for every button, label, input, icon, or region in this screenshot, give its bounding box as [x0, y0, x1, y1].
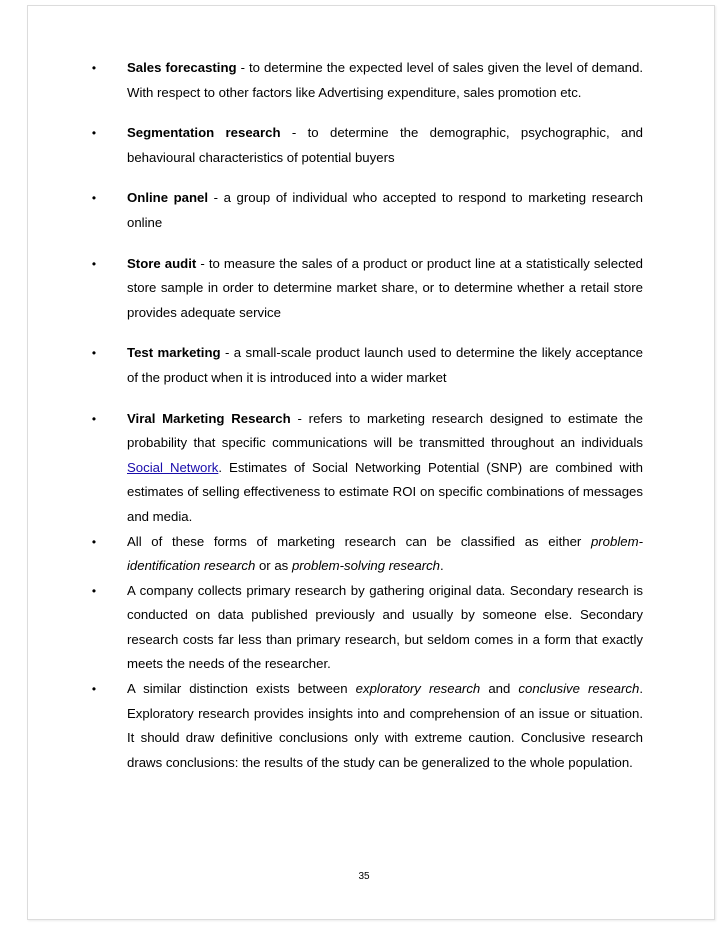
bullet-icon: •: [91, 346, 97, 361]
text: A similar distinction exists between: [127, 681, 356, 697]
bullet-icon: •: [91, 583, 97, 598]
page-content: [87, 56, 643, 775]
bullet-icon: •: [91, 191, 97, 206]
term: Online panel: [127, 190, 209, 206]
list-item-exploratory-conclusive: [87, 677, 643, 775]
definition: - a small-scale product launch used to determine the likely acceptance of the product when it is introduced into a wider market: [127, 345, 643, 385]
page-number: 35: [358, 871, 370, 882]
bullet-icon: •: [91, 411, 97, 426]
italic-term: exploratory research: [355, 681, 481, 697]
italic-term: problem-solving research: [291, 558, 441, 574]
list-item-test-marketing: [87, 341, 643, 390]
definition: - to measure the sales of a product or product line at a statistically selected store sample in order to determine market share, or to determine whether a retail store provides adequate service: [127, 255, 644, 320]
term: Test marketing: [127, 345, 221, 361]
italic-term: problem-identification research: [127, 533, 643, 574]
list-item-segmentation-research: [87, 121, 643, 170]
definition: - refers to marketing research designed to estimate the probability that specific communications will be transmitted throughout an individuals: [127, 410, 643, 451]
term: Store audit: [127, 255, 197, 271]
list-item-store-audit: [87, 252, 643, 326]
text: or as: [255, 558, 292, 574]
italic-term: conclusive research: [518, 681, 640, 697]
bullet-icon: •: [91, 256, 97, 271]
definition: - a group of individual who accepted to respond to marketing research online: [127, 190, 644, 230]
term: Sales forecasting: [127, 60, 237, 75]
list-item-online-panel: [87, 186, 643, 235]
definition: - to determine the expected level of sales given the level of demand. With respect to other factors like Advertising expenditure, sales promotion etc.: [127, 60, 643, 100]
list-item-primary-secondary: [87, 579, 643, 677]
term: Segmentation research: [127, 125, 281, 141]
term: Viral Marketing Research: [127, 410, 291, 426]
list-item-classification: [87, 530, 643, 579]
text: .: [440, 558, 444, 574]
social-network-link[interactable]: Social Network: [127, 459, 219, 475]
definition: - to determine the demographic, psychographic, and behavioural characteristics of potential buyers: [127, 125, 643, 165]
text: and: [480, 681, 519, 697]
list-item-viral-marketing-research: [87, 407, 643, 530]
bullet-icon: •: [91, 126, 97, 141]
list-item-sales-forecasting: [87, 56, 643, 105]
text: A company collects primary research by gathering original data. Secondary research is conducted on data published previously and usually by someone else. Secondary research costs far less than primary research, but seldom comes in a form that exactly meets the needs of the researcher.: [127, 582, 643, 672]
definition-continued: . Estimates of Social Networking Potential (SNP) are combined with estimates of selling effectiveness to estimate ROI on specific combinations of messages and media.: [127, 459, 643, 524]
bullet-icon: •: [91, 61, 97, 75]
bullet-icon: •: [91, 534, 97, 549]
text: All of these forms of marketing research can be classified as either: [127, 533, 591, 549]
bullet-list: [87, 56, 643, 775]
text: . Exploratory research provides insights into and comprehension of an issue or situation. It should draw definitive conclusions only with extreme caution. Conclusive research draws conclusions: the results of the study can be generalized to the whole population.: [127, 681, 643, 770]
bullet-icon: •: [91, 682, 97, 697]
